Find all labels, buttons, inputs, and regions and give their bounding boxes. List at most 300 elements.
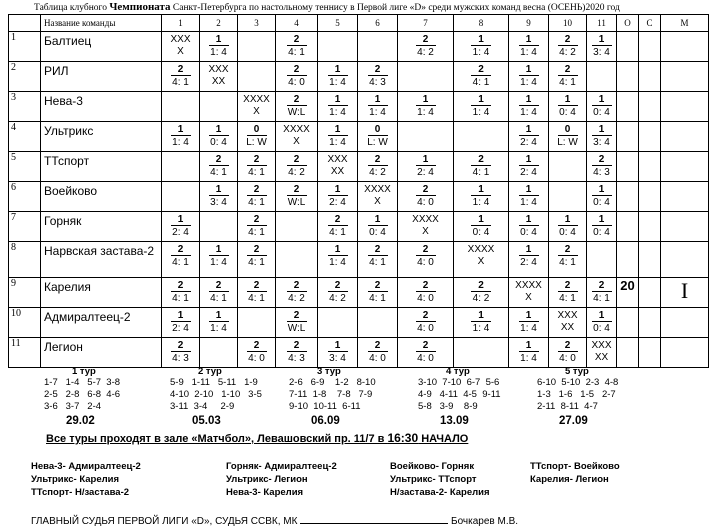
self-marker: X: [253, 106, 260, 117]
match-points: 1: [519, 124, 539, 136]
result-cell: [398, 122, 454, 152]
tour-pairs-row: 3-11 3-4 2-9: [170, 401, 235, 412]
result-cell: [454, 242, 509, 278]
match-score: 2: 4: [172, 227, 189, 238]
pairing: Н/застава-2- Карелия: [390, 487, 490, 498]
result-cell: [318, 92, 358, 122]
result-cell: [358, 92, 398, 122]
match-score: W:L: [287, 323, 306, 334]
match-points: 1: [416, 94, 436, 106]
self-marker: XX: [211, 76, 226, 87]
result-cell: [276, 242, 318, 278]
pairings-column: [530, 460, 620, 486]
result-cell: [162, 152, 200, 182]
match-score: 4: 0: [559, 353, 576, 364]
match-points: 1: [209, 124, 229, 136]
tour-pairs-row: 2-6 6-9 1-2 8-10: [289, 377, 376, 388]
table-row: [9, 338, 709, 368]
result-cell: [200, 242, 238, 278]
match-score: L: W: [557, 137, 578, 148]
row-number: 11: [9, 338, 41, 368]
result-cell: [587, 32, 617, 62]
tour-date: 27.09: [559, 415, 588, 427]
match-points: 2: [328, 214, 348, 226]
result-cell: [358, 152, 398, 182]
row-number: 5: [9, 152, 41, 182]
match-points: 1: [209, 310, 229, 322]
result-cell: [358, 242, 398, 278]
result-cell: [238, 152, 276, 182]
result-cell: [454, 92, 509, 122]
match-score: 4: 1: [472, 77, 490, 88]
result-cell: [587, 278, 617, 308]
result-cell: [549, 32, 587, 62]
header-col: 4: [276, 15, 318, 32]
header-number: [9, 15, 41, 32]
team-name: Нева-3: [41, 92, 162, 122]
result-cell: [318, 278, 358, 308]
match-score: 4: 3: [172, 353, 189, 364]
result-cell: [587, 242, 617, 278]
result-cell: [509, 62, 549, 92]
match-points: 2: [247, 184, 267, 196]
total-points: [617, 242, 639, 278]
result-cell: [454, 278, 509, 308]
self-marker: X: [477, 256, 485, 267]
match-score: 4: 0: [369, 353, 386, 364]
match-points: 1: [592, 94, 612, 106]
match-score: 0: 4: [369, 227, 386, 238]
match-points: 1: [328, 244, 348, 256]
result-cell: [162, 338, 200, 368]
tour-title: 5 тур: [565, 366, 589, 377]
match-score: 4: 1: [559, 77, 576, 88]
match-points: 2: [368, 64, 388, 76]
result-cell: [318, 242, 358, 278]
match-score: 0: 4: [210, 137, 227, 148]
team-name: ТТспорт: [41, 152, 162, 182]
tour-pairs-row: 9-10 10-11 6-11: [289, 401, 361, 412]
result-cell: [162, 182, 200, 212]
match-points: 2: [368, 154, 388, 166]
result-cell: [238, 122, 276, 152]
tour-date: 13.09: [440, 415, 469, 427]
tour-pairs-row: 1-7 1-4 5-7 3-8: [44, 377, 121, 388]
table-row: [9, 122, 709, 152]
c-value: [639, 338, 661, 368]
match-points: 2: [471, 154, 491, 166]
match-points: 1: [592, 34, 612, 46]
table-row: [9, 152, 709, 182]
total-points: [617, 182, 639, 212]
table-row: [9, 92, 709, 122]
result-cell: [238, 278, 276, 308]
tour-block: [289, 366, 414, 430]
tour-pairs-row: 3-6 3-7 2-4: [44, 401, 102, 412]
match-points: 2: [558, 244, 578, 256]
table-row: [9, 308, 709, 338]
match-score: 4: 1: [559, 257, 576, 268]
match-points: 0: [247, 124, 267, 136]
total-points: [617, 212, 639, 242]
result-cell: [162, 62, 200, 92]
result-cell: [587, 152, 617, 182]
match-points: 2: [558, 340, 578, 352]
header-col: 11: [587, 15, 617, 32]
header-col: 9: [509, 15, 549, 32]
result-cell: [454, 152, 509, 182]
result-cell: [587, 338, 617, 368]
table-row: [9, 242, 709, 278]
match-points: 2: [287, 280, 307, 292]
match-score: 4: 1: [210, 167, 227, 178]
result-cell: [358, 278, 398, 308]
result-cell: [509, 212, 549, 242]
match-points: 2: [368, 280, 388, 292]
pairings-column: [226, 460, 337, 499]
place: [661, 122, 709, 152]
match-points: 2: [416, 280, 436, 292]
header-col: 2: [200, 15, 238, 32]
result-cell: [549, 338, 587, 368]
tour-date: 05.03: [192, 415, 221, 427]
place: [661, 308, 709, 338]
tour-date: 06.09: [311, 415, 340, 427]
match-score: 1: 4: [417, 107, 434, 118]
result-cell: [238, 92, 276, 122]
match-score: 0: 4: [520, 227, 537, 238]
match-points: 2: [287, 34, 307, 46]
match-points: 1: [592, 124, 612, 136]
result-cell: [587, 182, 617, 212]
result-cell: [318, 338, 358, 368]
result-cell: [200, 92, 238, 122]
place: [661, 242, 709, 278]
row-number: 9: [9, 278, 41, 308]
result-cell: [398, 32, 454, 62]
pairing: ТТспорт- Н/застава-2: [31, 487, 130, 498]
match-score: 4: 1: [248, 293, 265, 304]
result-cell: [587, 92, 617, 122]
result-cell: [200, 32, 238, 62]
result-cell: [509, 242, 549, 278]
match-score: 2: 4: [520, 257, 537, 268]
total-points: [617, 338, 639, 368]
match-score: 4: 1: [593, 293, 610, 304]
c-value: [639, 32, 661, 62]
result-cell: [162, 242, 200, 278]
match-points: 1: [519, 94, 539, 106]
result-cell: [238, 242, 276, 278]
tour-pairs-row: 4-9 4-11 4-5 9-11: [418, 389, 501, 400]
match-score: 4: 1: [172, 257, 189, 268]
pairing: Ультрикс- Легион: [226, 474, 308, 485]
match-score: 4: 3: [593, 167, 610, 178]
team-name: Адмиралтеец-2: [41, 308, 162, 338]
result-cell: [318, 62, 358, 92]
result-cell: [509, 182, 549, 212]
self-marker: XX: [330, 166, 345, 177]
tour-block: [44, 366, 169, 430]
result-cell: [358, 32, 398, 62]
result-cell: [549, 278, 587, 308]
match-score: 4: 2: [288, 293, 305, 304]
match-score: 4: 0: [417, 323, 434, 334]
pairing: Горняк- Адмиралтеец-2: [226, 461, 337, 472]
self-marker: X: [525, 292, 532, 303]
match-points: 1: [471, 214, 491, 226]
c-value: [639, 62, 661, 92]
match-points: 1: [471, 310, 491, 322]
result-cell: [162, 212, 200, 242]
total-points: [617, 152, 639, 182]
match-points: 1: [519, 244, 539, 256]
match-score: 0: 4: [593, 197, 610, 208]
result-cell: [276, 212, 318, 242]
match-score: 1: 4: [172, 137, 189, 148]
match-points: 2: [416, 340, 436, 352]
match-points: 1: [328, 64, 348, 76]
match-points: 2: [416, 34, 436, 46]
row-number: 8: [9, 242, 41, 278]
match-points: 1: [368, 214, 388, 226]
match-score: 4: 2: [369, 167, 386, 178]
match-points: 2: [209, 154, 229, 166]
match-points: 2: [416, 184, 436, 196]
tour-date: 29.02: [66, 415, 95, 427]
match-points: 2: [592, 280, 612, 292]
header-col: 1: [162, 15, 200, 32]
match-score: 4: 2: [472, 293, 490, 304]
tour-pairs-row: 5-8 3-9 8-9: [418, 401, 478, 412]
match-score: 1: 4: [520, 323, 537, 334]
match-points: 2: [171, 64, 191, 76]
result-cell: [454, 32, 509, 62]
match-points: 1: [558, 214, 578, 226]
total-points: [617, 122, 639, 152]
result-cell: [509, 278, 549, 308]
match-score: 4: 1: [248, 197, 265, 208]
self-marker: XXXX: [283, 124, 310, 135]
match-score: 4: 2: [288, 167, 305, 178]
document-title: [0, 0, 717, 14]
result-cell: [358, 338, 398, 368]
match-score: 4: 2: [417, 47, 434, 58]
table-row: [9, 62, 709, 92]
result-cell: [587, 212, 617, 242]
match-points: 2: [287, 310, 307, 322]
result-cell: [509, 122, 549, 152]
match-score: 0: 4: [593, 227, 610, 238]
result-cell: [398, 278, 454, 308]
result-cell: [398, 212, 454, 242]
results-table: [8, 14, 709, 368]
result-cell: [398, 242, 454, 278]
self-marker: X: [422, 226, 429, 237]
team-name: РИЛ: [41, 62, 162, 92]
result-cell: [318, 32, 358, 62]
match-points: 2: [171, 280, 191, 292]
match-points: 2: [287, 64, 307, 76]
pairings-column: [390, 460, 490, 499]
result-cell: [398, 62, 454, 92]
match-score: 3: 4: [329, 353, 346, 364]
pairing: Воейково- Горняк: [390, 461, 475, 472]
result-cell: [398, 92, 454, 122]
match-points: 1: [328, 184, 348, 196]
match-score: 1: 4: [520, 107, 537, 118]
c-value: [639, 242, 661, 278]
self-marker: XXX: [327, 154, 348, 165]
match-points: 2: [171, 340, 191, 352]
match-score: 2: 4: [520, 167, 537, 178]
tour-title: 2 тур: [198, 366, 222, 377]
tour-pairs-row: 3-10 7-10 6-7 5-6: [418, 377, 500, 388]
result-cell: [276, 152, 318, 182]
match-points: 1: [592, 310, 612, 322]
match-score: 4: 2: [329, 293, 346, 304]
result-cell: [358, 122, 398, 152]
result-cell: [398, 182, 454, 212]
self-marker: XXXX: [467, 244, 495, 255]
match-score: 0: 4: [593, 107, 610, 118]
team-name: Легион: [41, 338, 162, 368]
footer-left: ГЛАВНЫЙ СУДЬЯ ПЕРВОЙ ЛИГИ «D», СУДЬЯ ССВК, МК: [31, 516, 298, 527]
match-points: 1: [328, 94, 348, 106]
match-points: 1: [519, 34, 539, 46]
tour-block: [418, 366, 543, 430]
header-points: О: [617, 15, 639, 32]
table-row: [9, 212, 709, 242]
self-marker: XXX: [208, 64, 229, 75]
self-marker: X: [374, 196, 381, 207]
place: [661, 212, 709, 242]
tour-pairs-row: 1-3 1-6 1-5 2-7: [537, 389, 616, 400]
match-score: L: W: [246, 137, 267, 148]
match-points: 1: [209, 244, 229, 256]
result-cell: [318, 152, 358, 182]
match-score: 4: 0: [417, 257, 434, 268]
match-points: 2: [247, 280, 267, 292]
result-cell: [276, 32, 318, 62]
match-score: 4: 1: [329, 227, 346, 238]
match-points: 1: [171, 310, 191, 322]
tour-pairs-row: 6-10 5-10 2-3 4-8: [537, 377, 619, 388]
tour-pairs-row: 2-5 2-8 6-8 4-6: [44, 389, 121, 400]
match-points: 1: [209, 184, 229, 196]
result-cell: [162, 278, 200, 308]
match-points: 1: [519, 154, 539, 166]
place: [661, 182, 709, 212]
result-cell: [454, 122, 509, 152]
place: [661, 32, 709, 62]
result-cell: [587, 308, 617, 338]
result-cell: [509, 32, 549, 62]
match-score: W:L: [287, 197, 306, 208]
match-score: 4: 0: [417, 197, 434, 208]
total-points: [617, 32, 639, 62]
match-points: 1: [171, 214, 191, 226]
match-score: 1: 4: [210, 47, 227, 58]
result-cell: [200, 182, 238, 212]
match-score: 4: 1: [172, 77, 189, 88]
result-cell: [238, 32, 276, 62]
match-score: 4: 1: [369, 257, 386, 268]
pairing: Нева-3- Адмиралтеец-2: [31, 461, 141, 472]
match-score: 4: 3: [369, 77, 386, 88]
match-points: 1: [328, 340, 348, 352]
match-score: 1: 4: [369, 107, 386, 118]
self-marker: X: [293, 136, 300, 147]
row-number: 10: [9, 308, 41, 338]
match-score: 0: 4: [559, 227, 576, 238]
result-cell: [318, 122, 358, 152]
result-cell: [454, 212, 509, 242]
match-points: 2: [558, 280, 578, 292]
match-score: 1: 4: [210, 257, 227, 268]
match-points: 2: [247, 154, 267, 166]
match-points: 2: [558, 64, 578, 76]
tour-block: [537, 366, 662, 430]
match-score: 2: 4: [329, 197, 346, 208]
result-cell: [276, 62, 318, 92]
match-points: 1: [416, 154, 436, 166]
result-cell: [238, 182, 276, 212]
total-points: [617, 92, 639, 122]
match-points: 1: [471, 34, 491, 46]
match-points: 2: [287, 94, 307, 106]
match-points: 2: [368, 244, 388, 256]
header-row: [9, 15, 709, 32]
result-cell: [318, 308, 358, 338]
header-col: 6: [358, 15, 398, 32]
team-name: Карелия: [41, 278, 162, 308]
row-number: 4: [9, 122, 41, 152]
table-row: [9, 182, 709, 212]
result-cell: [358, 212, 398, 242]
match-score: 4: 2: [559, 47, 576, 58]
tour-title: 3 тур: [317, 366, 341, 377]
match-score: 4: 3: [288, 353, 305, 364]
self-marker: XXXX: [515, 280, 542, 291]
match-score: 1: 4: [210, 323, 227, 334]
match-score: 2: 4: [172, 323, 189, 334]
venue-note-start: НАЧАЛО: [418, 433, 469, 445]
result-cell: [549, 92, 587, 122]
venue-note: [46, 431, 468, 445]
result-cell: [162, 308, 200, 338]
row-number: 6: [9, 182, 41, 212]
result-cell: [162, 92, 200, 122]
tour-pairs-row: 5-9 1-11 5-11 1-9: [170, 377, 258, 388]
match-points: 1: [209, 34, 229, 46]
match-score: 4: 0: [288, 77, 305, 88]
match-score: 1: 4: [329, 137, 346, 148]
result-cell: [398, 338, 454, 368]
self-marker: XXX: [170, 34, 191, 45]
tour-title: 4 тур: [446, 366, 470, 377]
match-points: 2: [171, 244, 191, 256]
place: [661, 62, 709, 92]
match-points: 2: [416, 244, 436, 256]
match-points: 2: [558, 34, 578, 46]
result-cell: [238, 212, 276, 242]
self-marker: XXX: [557, 310, 578, 321]
match-score: 4: 0: [417, 293, 434, 304]
result-cell: [276, 338, 318, 368]
result-cell: [398, 152, 454, 182]
match-points: 1: [519, 340, 539, 352]
